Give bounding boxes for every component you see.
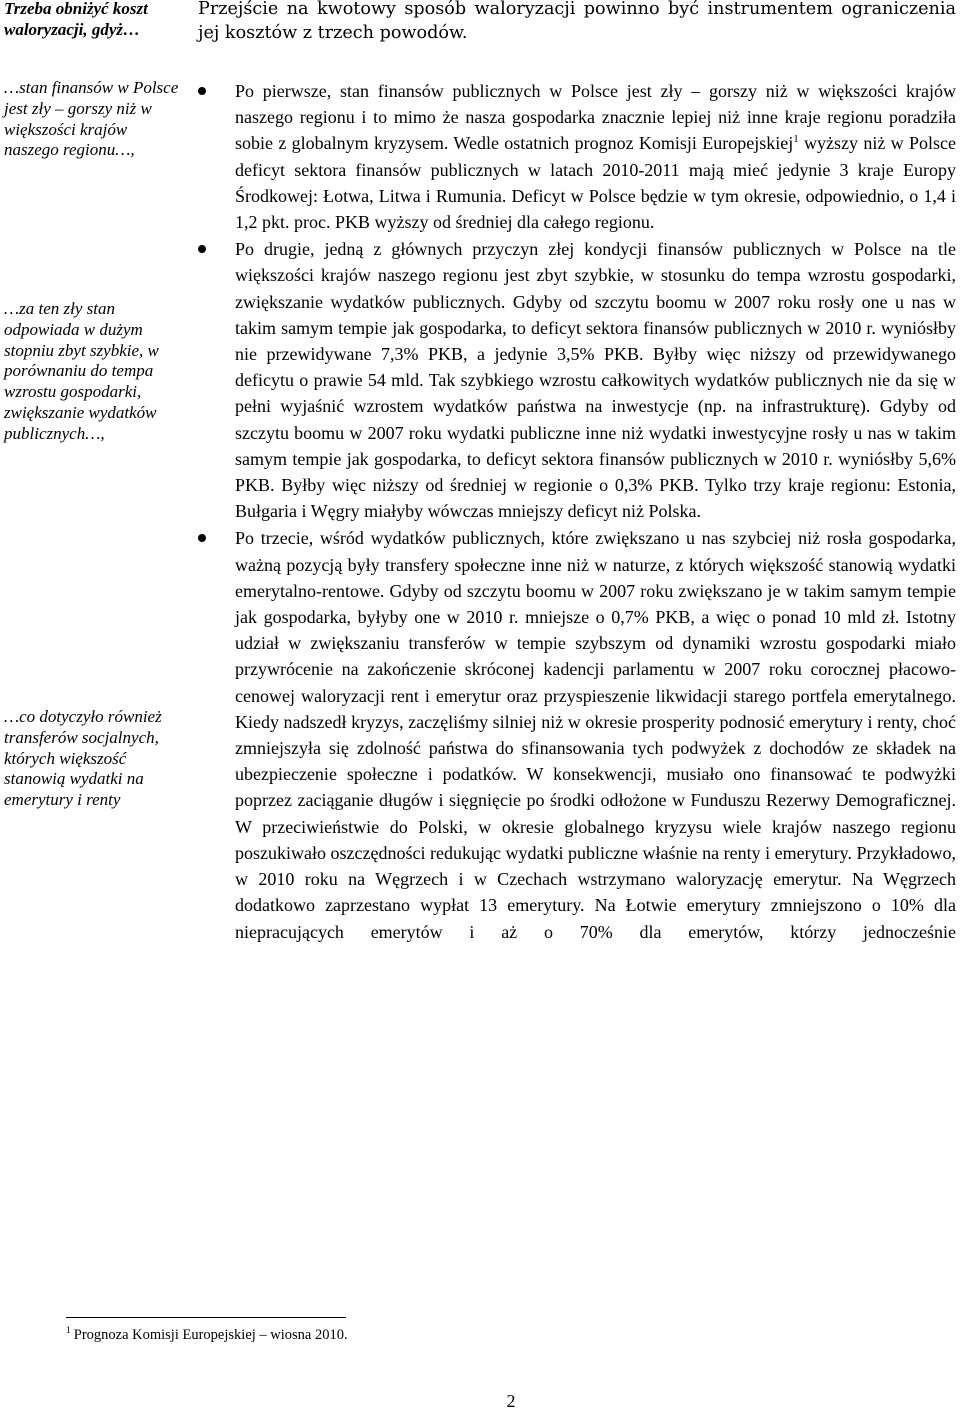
intro-paragraph: Przejście na kwotowy sposób waloryzacji powinno być instrumentem ograniczenia jej kosztów z trzech powodów. (198, 0, 956, 43)
page-number: 2 (506, 1391, 516, 1411)
footnote-text: Prognoza Komisji Europejskiej – wiosna 2010. (73, 1327, 348, 1343)
bullet-item (198, 78, 956, 235)
footnote-marker[interactable]: 1 (793, 133, 799, 146)
bullet-item (198, 525, 956, 944)
bullet-paragraph: Po trzecie, wśród wydatków publicznych, które zwiększano u nas szybciej niż rosła gospodarka, ważną pozycją były transfery społeczne inne niż w naturze, z których większość stanowią wydatki emerytalno-rentowe. Gdyby od szczytu boomu w 2007 roku zwiększano je w takim samym tempie jak gospodarka, byłyby one w 2010 r. mniejsze o 0,7% PKB, a więc o ponad 10 mld zł. Istotny udział w zwiększaniu transferów w tempie szybszym od dynamiki wzrostu gospodarki miało przywrócenie na zakończenie skróconej kadencji parlamentu w 2007 roku corocznej płacowo-cenowej waloryzacji rent i emerytur oraz przyspieszenie likwidacji starego portfela emerytalnego. Kiedy nadszedł kryzys, zaczęliśmy silniej niż w okresie prosperity podnosić emerytury i renty, choć zmniejszyła się zdolność państwa do sfinansowania tych podwyżek z dochodów ze składek na ubezpieczenie społeczne i podatków. W konsekwencji, musiało ono finansować te podwyżki poprzez zaciąganie długów i sięgnięcie po środki odłożone w Funduszu Rezerwy Demograficznej. W przeciwieństwie do Polski, w okresie globalnego kryzysu wiele krajów naszego regionu poszukiwało oszczędności redukując wydatki publiczne właśnie na renty i emerytury. Przykładowo, w 2010 roku na Węgrzech i w Czechach wstrzymano waloryzację emerytur. Na Węgrzech dodatkowo zaprzestano wypłat 13 emerytury. Na Łotwie emerytury zmniejszono o 10% dla niepracujących emerytów i aż o 70% dla emerytów, którzy jednocześnie (235, 528, 956, 942)
bullet-icon (198, 245, 206, 253)
footnote (66, 1326, 348, 1344)
bullet-text-part: Po pierwsze, stan finansów publicznych w Polsce jest zły – gorszy niż w większości krajów naszego regionu i to mimo że nasza gospodarka znacznie lepiej niż inne kraje regionu poradziła sobie z globalnym kryzysem. Wedle ostatnich prognoz Komisji Europejskiej (235, 81, 956, 154)
margin-note: …za ten zły stan odpowiada w dużym stopniu zbyt szybkie, w porównaniu do tempa wzrostu gospodarki, zwiększanie wydatków publicznych…, (4, 299, 159, 443)
bullet-paragraph (235, 78, 956, 235)
bullet-list (198, 78, 956, 945)
bullet-icon (198, 87, 206, 95)
footnote-separator (66, 1317, 346, 1318)
bullet-item (198, 236, 956, 524)
bullet-text-part: wyższy niż w Polsce deficyt sektora finansów publicznych w latach 2010-2011 mają mieć jedynie 3 kraje Europy Środkowej: Łotwa, Litwa i Rumunia. Deficyt w Polsce będzie w tym okresie, odpowiednio, o 1,4 i 1,2 pkt. proc. PKB wyższy od średniej dla całego regionu. (235, 133, 956, 233)
bullet-icon (198, 534, 206, 542)
bullet-paragraph: Po drugie, jedną z głównych przyczyn złej kondycji finansów publicznych w Polsce na tle większości krajów naszego regionu jest zbyt szybkie, w stosunku do tempa wzrostu gospodarki, zwiększanie wydatków publicznych. Gdyby od szczytu boomu w 2007 roku rosły one u nas w takim samym tempie jak gospodarka, to deficyt sektora finansów publicznych w 2010 r. wyniósłby nie przewidywane 7,3% PKB, a jedynie 3,5% PKB. Byłby więc niższy od przewidywanego deficytu o prawie 54 mld. Tak szybkiego wzrostu całkowitych wydatków publicznych nie da się w pełni wyjaśnić wzrostem wydatków państwa na inwestycje (np. na infrastrukturę). Gdyby od szczytu boomu w 2007 roku wydatki publiczne inne niż wydatki inwestycyjne rosły u nas w takim samym tempie jak gospodarka, to deficyt sektora finansów publicznych w 2010 r. wyniósłby 5,6% PKB. Byłby więc niższy od średniej w regionie o 0,3% PKB. Tylko trzy kraje regionu: Estonia, Bułgaria i Węgry miałyby wówczas mniejszy deficyt niż Polska. (235, 239, 956, 522)
margin-note: …co dotyczyło również transferów socjalnych, których większość stanowią wydatki na emerytury i renty (4, 707, 162, 810)
footnote-number: 1 (66, 1326, 71, 1337)
margin-note: Trzeba obniżyć koszt waloryzacji, gdyż… (4, 0, 148, 39)
margin-note: …stan finansów w Polsce jest zły – gorszy niż w większości krajów naszego regionu…, (4, 78, 179, 160)
